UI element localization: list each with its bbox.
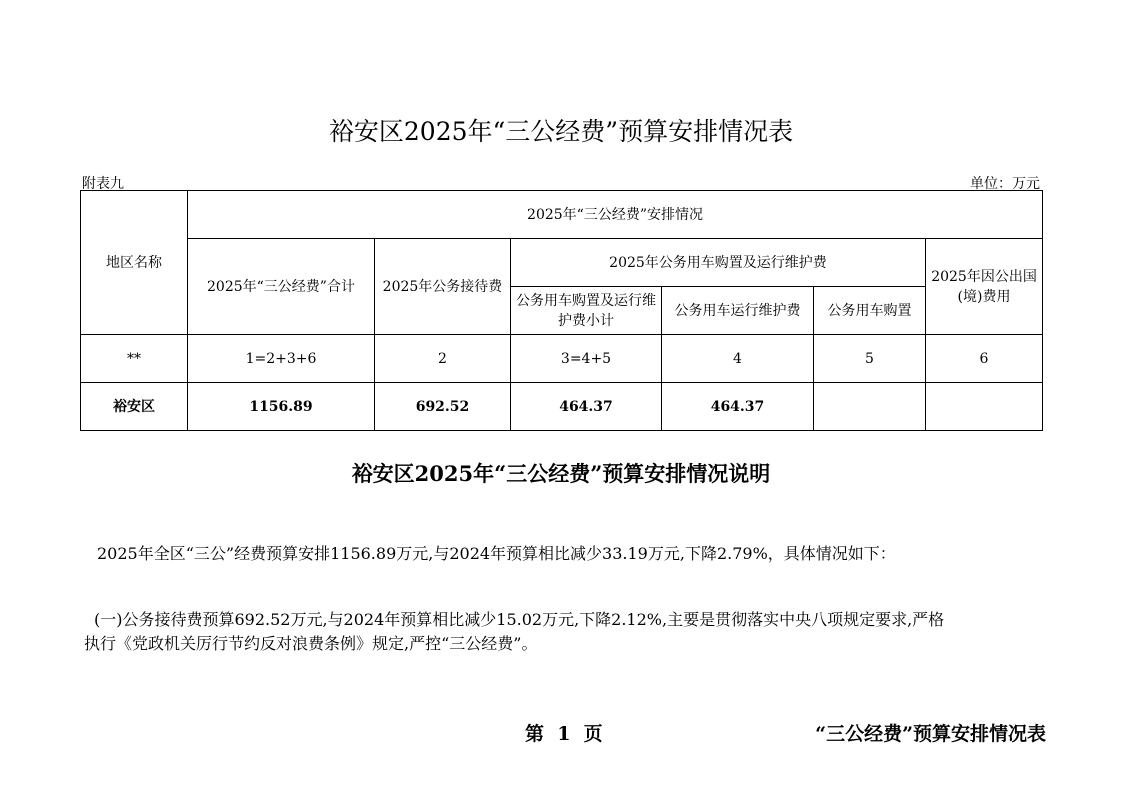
explanation-title: 裕安区2025年“三公经费”预算安排情况说明 bbox=[351, 461, 771, 486]
table-cell: ** bbox=[81, 335, 188, 383]
explanation-paragraph-1: 2025年全区“三公”经费预算安排1156.89万元,与2024年预算相比减少33.19万元,下降2.79%，具体情况如下： bbox=[97, 544, 896, 563]
header-vehicle-subtotal: 公务用车购置及运行维护费小计 bbox=[511, 287, 662, 335]
table-cell: 6 bbox=[926, 335, 1043, 383]
budget-table bbox=[80, 190, 1043, 431]
formula-row bbox=[81, 335, 1043, 383]
header-reception: 2025年公务接待费 bbox=[375, 239, 511, 335]
attachment-label: 附表九 bbox=[82, 176, 124, 192]
paragraph-2-line-1: (一)公务接待费预算692.52万元,与2024年预算相比减少15.02万元,下降2.12%,主要是贯彻落实中央八项规定要求,严格 bbox=[94, 610, 945, 629]
table-cell: 5 bbox=[814, 335, 926, 383]
table-cell: 3=4+5 bbox=[511, 335, 662, 383]
header-total: 2025年“三公经费”合计 bbox=[188, 239, 375, 335]
header-group: 2025年“三公经费”安排情况 bbox=[188, 191, 1043, 239]
table-cell bbox=[814, 383, 926, 431]
unit-label: 单位：万元 bbox=[970, 176, 1040, 192]
explanation-paragraph-2 bbox=[84, 608, 1044, 656]
footer-page-number: 第 1 页 bbox=[525, 723, 603, 745]
header-vehicle-group: 2025年公务用车购置及运行维护费 bbox=[511, 239, 926, 287]
table-cell: 1=2+3+6 bbox=[188, 335, 375, 383]
paragraph-2-line-2: 执行《党政机关厉行节约反对浪费条例》规定,严控“三公经费”。 bbox=[84, 634, 538, 653]
data-row bbox=[81, 383, 1043, 431]
table-cell: 2 bbox=[375, 335, 511, 383]
footer-sheet-name: “三公经费”预算安排情况表 bbox=[815, 723, 1046, 745]
header-vehicle-maintenance: 公务用车运行维护费 bbox=[662, 287, 814, 335]
page-title: 裕安区2025年“三公经费”预算安排情况表 bbox=[328, 117, 794, 146]
table-cell: 692.52 bbox=[375, 383, 511, 431]
header-region-name: 地区名称 bbox=[81, 191, 188, 335]
table-cell: 464.37 bbox=[511, 383, 662, 431]
table-cell: 1156.89 bbox=[188, 383, 375, 431]
table-cell: 裕安区 bbox=[81, 383, 188, 431]
header-vehicle-purchase: 公务用车购置 bbox=[814, 287, 926, 335]
table-cell bbox=[926, 383, 1043, 431]
header-overseas: 2025年因公出国(境)费用 bbox=[926, 239, 1043, 335]
table-cell: 464.37 bbox=[662, 383, 814, 431]
table-cell: 4 bbox=[662, 335, 814, 383]
